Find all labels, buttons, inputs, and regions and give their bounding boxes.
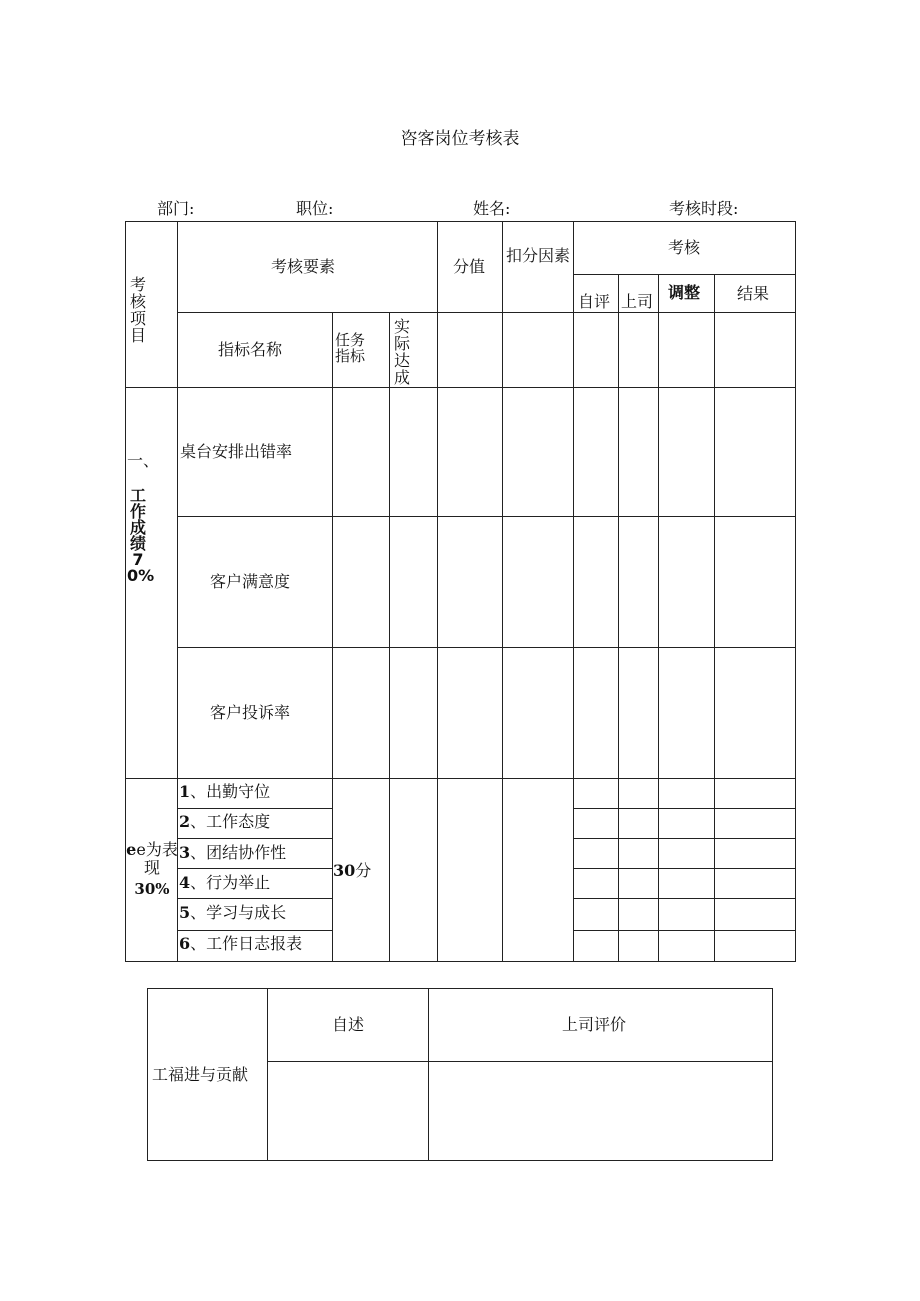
behavior-item-text: 、工作日志报表 — [190, 934, 303, 953]
position-label: 职位: — [296, 199, 334, 218]
actual-achieved-header: 实际达成 — [393, 317, 410, 387]
section2-score-number: 30 — [333, 861, 356, 880]
behavior-item-text: 、学习与成长 — [190, 903, 287, 922]
self-eval-column-header: 自评 — [578, 292, 611, 311]
indicator-item-1: 桌台安排出错率 — [180, 442, 293, 461]
behavior-item-text: 、出勤守位 — [190, 782, 271, 801]
section2-percent: 30% — [134, 880, 170, 898]
boss-column-header: 上司 — [621, 292, 654, 311]
indicator-name-header: 指标名称 — [218, 340, 283, 359]
section1-label-prefix: 一、 — [127, 451, 160, 470]
behavior-item-1 — [179, 782, 270, 802]
section1-label: 工作成绩70% — [127, 486, 155, 585]
behavior-item-number: 1 — [179, 782, 191, 801]
behavior-item-number: 3 — [179, 843, 191, 862]
page-title: 咨客岗位考核表 — [400, 129, 520, 149]
name-label: 姓名: — [473, 199, 511, 218]
adjust-column-header: 调整 — [668, 283, 701, 302]
section2-label: ee为表现 — [126, 840, 178, 877]
deduct-column-header: 扣分因素 — [506, 246, 571, 265]
behavior-item-text: 、工作态度 — [190, 812, 271, 831]
boss-evaluation-header: 上司评价 — [562, 1015, 627, 1034]
behavior-item-4 — [179, 873, 270, 893]
elements-column-header: 考核要素 — [271, 257, 336, 276]
behavior-item-3 — [179, 843, 286, 863]
task-target-header: 任务指标 — [335, 331, 366, 365]
project-column-header: 考核项目 — [129, 275, 146, 345]
section2-score — [333, 861, 371, 881]
indicator-item-2: 客户满意度 — [210, 572, 291, 591]
section2-label-text: e为表现 — [136, 840, 178, 877]
assessment-column-header: 考核 — [668, 238, 701, 257]
behavior-item-text: 、团结协作性 — [190, 843, 287, 862]
behavior-item-number: 6 — [179, 934, 191, 953]
behavior-item-number: 5 — [179, 903, 191, 922]
result-column-header: 结果 — [737, 284, 770, 303]
section2-score-unit: 分 — [355, 861, 372, 880]
department-label: 部门: — [157, 199, 195, 218]
indicator-item-3: 客户投诉率 — [210, 703, 291, 722]
behavior-item-number: 4 — [179, 873, 191, 892]
self-statement-header: 自述 — [332, 1015, 365, 1034]
behavior-item-6 — [179, 934, 302, 954]
period-label: 考核时段: — [669, 199, 739, 218]
behavior-item-2 — [179, 812, 270, 832]
behavior-item-5 — [179, 903, 286, 923]
score-column-header: 分值 — [453, 257, 486, 276]
behavior-item-number: 2 — [179, 812, 191, 831]
contribution-label: 工福进与贡献 — [152, 1065, 249, 1084]
behavior-item-text: 、行为举止 — [190, 873, 271, 892]
